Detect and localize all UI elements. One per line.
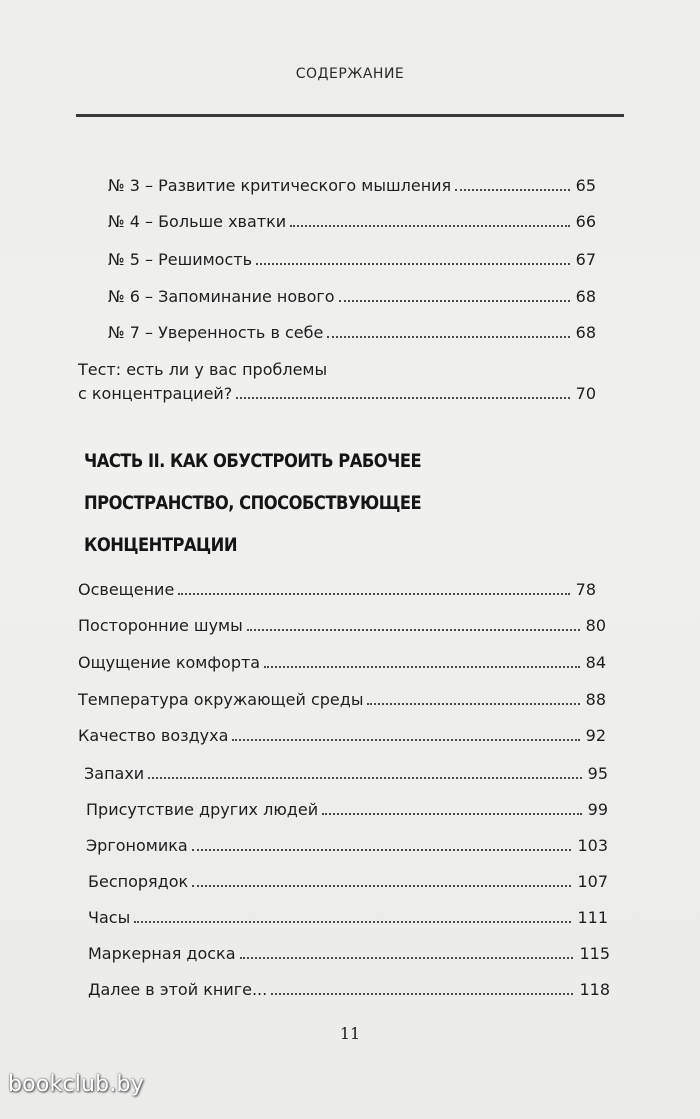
toc-entry-label: Посторонние шумы <box>78 616 243 635</box>
part-heading-line: ПРОСТРАНСТВО, СПОСОБСТВУЮЩЕЕ <box>84 492 422 514</box>
toc-entry-page: 68 <box>575 323 596 342</box>
toc-entry-label: Присутствие других людей <box>86 800 319 819</box>
toc-entry-label: Часы <box>88 908 131 927</box>
toc-entry <box>78 680 606 710</box>
toc-entry-label: Запахи <box>84 764 145 783</box>
toc-entry-page: 84 <box>585 653 606 672</box>
toc-entry <box>108 202 596 232</box>
toc-entry <box>108 277 596 307</box>
part-heading-line: ЧАСТЬ II. КАК ОБУСТРОИТЬ РАБОЧЕЕ <box>84 450 422 472</box>
toc-entry <box>88 862 608 892</box>
toc-entry-label: Температура окружающей среды <box>78 690 364 709</box>
toc-entry-label: Эргономика <box>86 836 188 855</box>
toc-entry <box>108 166 596 196</box>
toc-leader-dots <box>236 397 569 399</box>
toc-entry-page: 99 <box>587 800 608 819</box>
toc-leader-dots <box>264 666 580 668</box>
toc-entry <box>78 570 596 600</box>
toc-leader-dots <box>134 921 571 923</box>
toc-leader-dots <box>232 739 579 741</box>
toc-entry-page: 88 <box>585 690 606 709</box>
toc-entry-page: 92 <box>585 726 606 745</box>
toc-leader-dots <box>367 703 579 705</box>
toc-leader-dots <box>148 777 581 779</box>
toc-leader-dots <box>271 993 573 995</box>
toc-entry-label: № 3 – Развитие критического мышления <box>108 176 452 195</box>
toc-entry-test-line1: Тест: есть ли у вас проблемы <box>78 360 328 379</box>
toc-entry-page: 118 <box>579 980 610 999</box>
part-heading <box>84 440 497 566</box>
toc-entry <box>78 606 606 636</box>
toc-entry-page: 111 <box>577 908 608 927</box>
toc-leader-dots <box>327 336 569 338</box>
toc-entry-page: 78 <box>575 580 596 599</box>
toc-entry-label: Качество воздуха <box>78 726 229 745</box>
toc-leader-dots <box>322 813 582 815</box>
toc-entry <box>108 313 596 343</box>
toc-leader-dots <box>256 263 570 265</box>
toc-entry-label: № 5 – Решимость <box>108 250 253 269</box>
toc-leader-dots <box>192 885 571 887</box>
toc-entry-page: 107 <box>577 872 608 891</box>
toc-entry-label: Маркерная доска <box>88 944 236 963</box>
toc-entry-page: 67 <box>575 250 596 269</box>
toc-leader-dots <box>178 593 569 595</box>
toc-leader-dots <box>192 849 572 851</box>
toc-leader-dots <box>290 225 569 227</box>
toc-entry <box>88 970 610 1000</box>
header-rule <box>76 114 624 117</box>
toc-entry-label: Далее в этой книге... <box>88 980 268 999</box>
toc-entry-label: № 6 – Запоминание нового <box>108 287 335 306</box>
toc-entry <box>108 240 596 270</box>
toc-entry-page: 80 <box>585 616 606 635</box>
toc-entry <box>78 716 606 746</box>
toc-entry <box>84 754 608 784</box>
toc-leader-dots <box>240 957 574 959</box>
toc-entry-label: Ощущение комфорта <box>78 653 261 672</box>
toc-entry-page: 70 <box>575 384 596 403</box>
toc-entry <box>78 374 596 404</box>
toc-entry-label: № 7 – Уверенность в себе <box>108 323 324 342</box>
toc-entry-label: Беспорядок <box>88 872 189 891</box>
toc-entry-label: № 4 – Больше хватки <box>108 212 287 231</box>
toc-entry <box>88 898 608 928</box>
toc-entry-page: 65 <box>575 176 596 195</box>
page-number: 11 <box>339 1024 361 1043</box>
toc-leader-dots <box>455 189 569 191</box>
toc-entry <box>88 934 610 964</box>
toc-entry-page: 68 <box>575 287 596 306</box>
toc-entry-page: 115 <box>579 944 610 963</box>
toc-leader-dots <box>247 629 580 631</box>
toc-entry-label: Освещение <box>78 580 175 599</box>
page-header: СОДЕРЖАНИЕ <box>295 66 405 82</box>
toc-entry-page: 66 <box>575 212 596 231</box>
toc-entry-page: 103 <box>577 836 608 855</box>
toc-entry-label: с концентрацией? <box>78 384 233 403</box>
part-heading-line: КОНЦЕНТРАЦИИ <box>84 534 238 556</box>
toc-entry <box>78 643 606 673</box>
toc-entry <box>86 826 608 856</box>
toc-entry-page: 95 <box>587 764 608 783</box>
site-watermark: bookclub.by <box>8 1072 144 1097</box>
toc-entry <box>86 790 608 820</box>
toc-leader-dots <box>339 300 570 302</box>
